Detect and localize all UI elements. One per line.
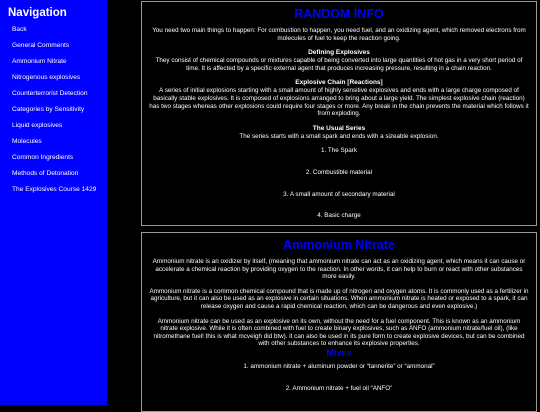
nav-item-explosives-course[interactable]: The Explosives Course 1429: [12, 186, 97, 193]
list-item: 2. Ammonium nitrate + fuel oil “ANFO”: [285, 384, 393, 392]
ammonium-nitrate-panel: [141, 232, 537, 412]
list-item: 1. The Spark: [321, 147, 357, 155]
defining-explosives-heading: Defining Explosives: [308, 49, 370, 57]
nav-item-common-ingredients[interactable]: Common Ingredients: [12, 154, 74, 161]
list-item: 3. A small amount of secondary material: [283, 190, 395, 198]
random-info-panel: [141, 1, 537, 226]
usual-series-heading: The Usual Series: [312, 124, 366, 132]
mixes-heading: Mixes: [326, 347, 352, 358]
mixes-list: [148, 363, 530, 392]
usual-series-steps: [148, 147, 530, 219]
nav-item-methods-of-detonation[interactable]: Methods of Detonation: [12, 170, 79, 177]
nav-item-categories-by-sensitivity[interactable]: Categories by Sensitivity: [12, 106, 85, 113]
nav-item-molecules[interactable]: Molecules: [12, 138, 42, 145]
navigation-sidebar: [0, 0, 107, 405]
nav-item-liquid-explosives[interactable]: Liquid explosives: [12, 122, 63, 129]
usual-series-text: The series starts with a small spark and ends with a sizeable explosion.: [239, 132, 439, 140]
ammonium-paragraph-1: Ammonium nitrate is an oxidizer by itself, (meaning that ammonium nitrate can act as an oxidizing agent, which means it can cause or accelerate a chemical reaction by providing oxygen to the reaction. In other words, it can help to burn or react with other substances more easily.: [152, 258, 526, 281]
ammonium-paragraph-3: Ammonium nitrate can be used as an explosive on its own, without the need for a fuel component. This is known as an ammonium nitrate explosive. While it is often combined with fuel to create binary explosives, such as ANFO (ammonium nitrate/fuel oil), (like nitromethane fuel! this is what mcveigh did btw). it can also be used in its pure form to create explosive devices, but can be combined with other substances to enhance its explosive properties.: [153, 317, 525, 348]
defining-explosives-text: They consist of chemical compounds or mixtures capable of being converted into large quantities of hot gas in a very short period of time. It is affected by a specific external agent that produces increasing pressure, resulting in a chain reaction.: [155, 57, 523, 72]
navigation-title: Navigation: [8, 7, 67, 19]
nav-item-counterterrorist-detection[interactable]: Counterterrorist Detection: [12, 90, 88, 97]
explosive-chain-text: A series of initial explosions starting with a small amount of highly sensitive explosives and ends with a large charge composed of basically stable explosives. It is composed of explosions arranged to bring about a large yield. The simplest explosive chain (reaction) has two stages whereas other explosions could require four stages or more. Any break in the chain prevents the material which follows it from exploding.: [149, 87, 529, 118]
ammonium-nitrate-title: Ammonium Nitrate: [283, 238, 395, 252]
list-item: 4. Basic charge: [317, 212, 361, 220]
nav-item-ammonium-nitrate[interactable]: Ammonium Nitrate: [12, 58, 67, 65]
random-info-intro: You need two main things to happen: For combustion to happen, you need fuel, and an oxidizing agent, which removed electrons from molecules of fuel to keep the reaction going.: [152, 27, 526, 42]
list-item: 2. Combustible material: [305, 168, 373, 176]
nav-item-nitrogenous-explosives[interactable]: Nitrogenous explosives: [12, 74, 81, 81]
list-item: 1. ammonium nitrate + aluminum powder or “tannerite” or “ammonal”: [243, 362, 435, 370]
ammonium-paragraph-2: Ammonium nitrate is a common chemical compound that is made up of nitrogen and oxygen atoms. It is commonly used as a fertilizer in agriculture, but it can also be used as an explosive in certain situations. When ammonium nitrate is heated or exposed to a spark, it can release oxygen and cause a rapid chemical reaction, which can be dangerous and even explosive.): [149, 287, 529, 310]
nav-item-general-comments[interactable]: General Comments: [12, 42, 70, 49]
explosive-chain-heading: Explosive Chain [Reactions]: [295, 79, 383, 87]
navigation-list: [8, 26, 107, 194]
random-info-title: RANDOM INFO: [294, 7, 384, 21]
nav-item-back[interactable]: Back: [12, 26, 27, 33]
